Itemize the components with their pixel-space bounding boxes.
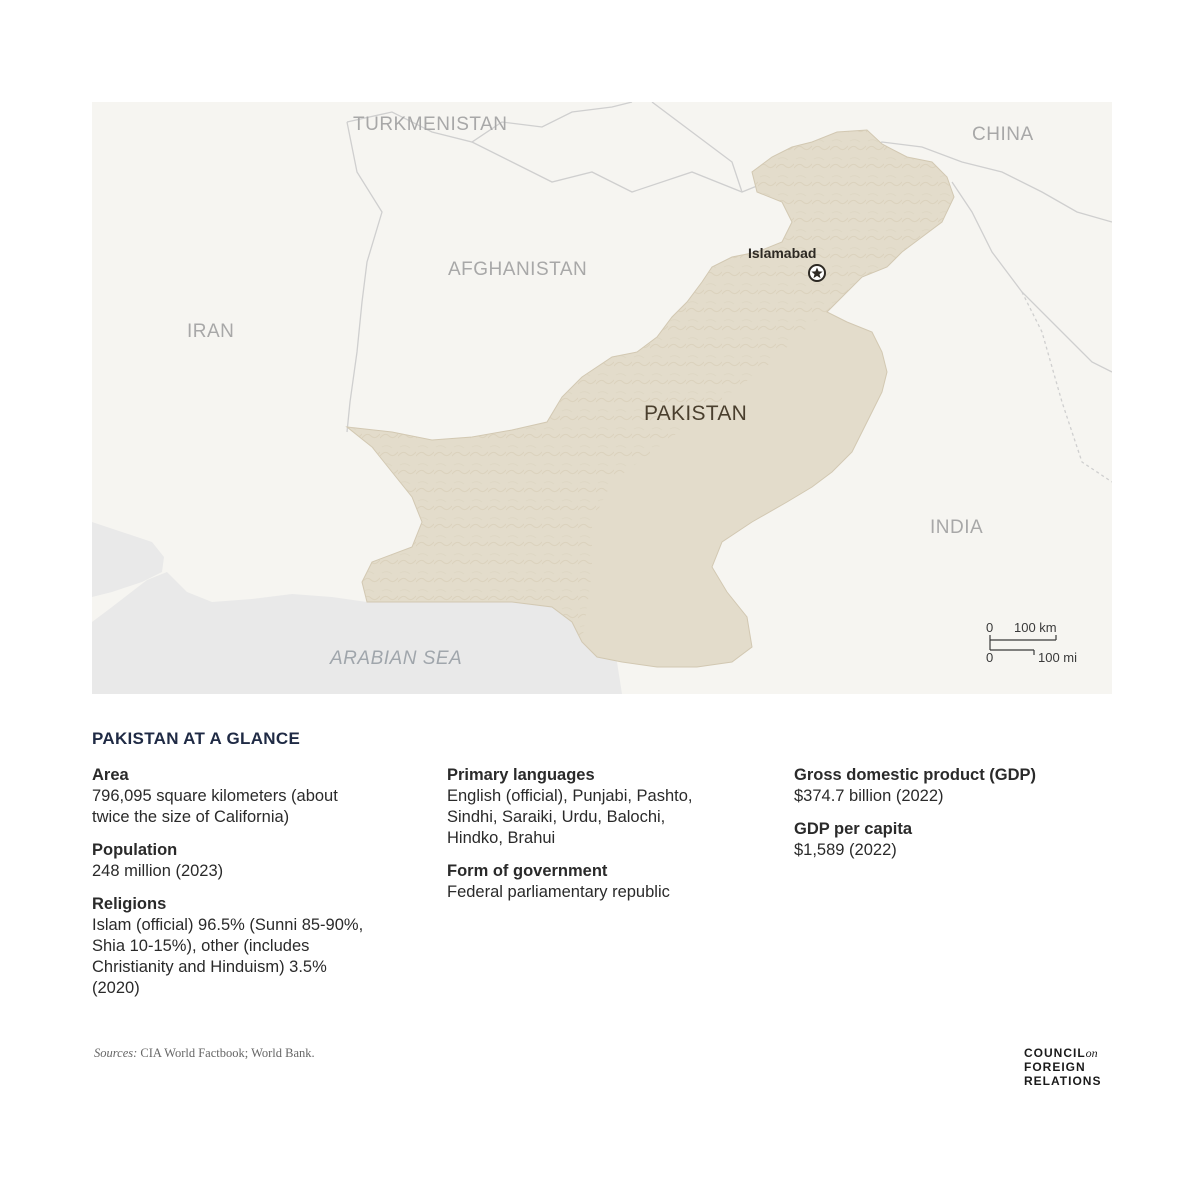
religions-label: Religions (92, 895, 167, 913)
fact-population (92, 840, 412, 882)
religions-value-line-4: (2020) (92, 979, 140, 997)
government-label: Form of government (447, 862, 608, 880)
fact-government (447, 861, 767, 903)
scale-km-label: 100 km (1014, 620, 1057, 635)
gdp-per-capita-value: $1,589 (2022) (794, 841, 897, 859)
languages-value-line-1: English (official), Punjabi, Pashto, (447, 787, 693, 805)
gdp-value: $374.7 billion (2022) (794, 787, 944, 805)
facts-column-3 (794, 765, 1104, 873)
scale-legend (984, 618, 1094, 668)
sources (94, 1046, 315, 1061)
languages-label: Primary languages (447, 766, 595, 784)
label-afghanistan: AFGHANISTAN (448, 259, 588, 280)
religions-value-line-3: Christianity and Hinduism) 3.5% (92, 958, 327, 976)
glance-title: PAKISTAN AT A GLANCE (92, 729, 301, 748)
scale-km-zero: 0 (986, 620, 994, 635)
fact-languages (447, 765, 767, 849)
sources-prefix: Sources: (94, 1046, 138, 1060)
logo-line-2: FOREIGN (1024, 1060, 1086, 1074)
fact-gdp-per-capita (794, 819, 1104, 861)
population-value: 248 million (2023) (92, 862, 224, 880)
fact-area (92, 765, 412, 828)
scale-mi-label: 100 mi (1038, 650, 1078, 665)
languages-value-line-2: Sindhi, Saraiki, Urdu, Balochi, (447, 808, 666, 826)
label-turkmenistan: TURKMENISTAN (353, 114, 508, 135)
area-label: Area (92, 766, 129, 784)
label-islamabad: Islamabad (748, 245, 817, 261)
fact-religions (92, 894, 412, 999)
facts-column-1 (92, 765, 412, 1011)
scale-mi-zero: 0 (986, 650, 994, 665)
logo-line-1: COUNCIL (1024, 1046, 1086, 1060)
area-value-line-1: 796,095 square kilometers (about (92, 787, 338, 805)
gdp-label: Gross domestic product (GDP) (794, 766, 1037, 784)
map (92, 102, 1112, 694)
label-iran: IRAN (187, 321, 235, 342)
map-graphic (92, 102, 1112, 694)
government-value: Federal parliamentary republic (447, 883, 670, 901)
label-china: CHINA (972, 124, 1034, 145)
label-pakistan: PAKISTAN (644, 402, 748, 425)
religions-value-line-1: Islam (official) 96.5% (Sunni 85-90%, (92, 916, 364, 934)
languages-value-line-3: Hindko, Brahui (447, 829, 556, 847)
label-arabian-sea: ARABIAN SEA (330, 648, 463, 669)
sources-text: CIA World Factbook; World Bank. (137, 1046, 315, 1060)
gdp-per-capita-label: GDP per capita (794, 820, 912, 838)
population-label: Population (92, 841, 178, 859)
logo-line-3: RELATIONS (1024, 1074, 1102, 1088)
area-value-line-2: twice the size of California) (92, 808, 290, 826)
cfr-logo (1024, 1046, 1101, 1088)
logo-on: on (1085, 1046, 1098, 1060)
label-india: INDIA (930, 517, 984, 538)
fact-gdp (794, 765, 1104, 807)
religions-value-line-2: Shia 10-15%), other (includes (92, 937, 310, 955)
facts-column-2 (447, 765, 767, 915)
